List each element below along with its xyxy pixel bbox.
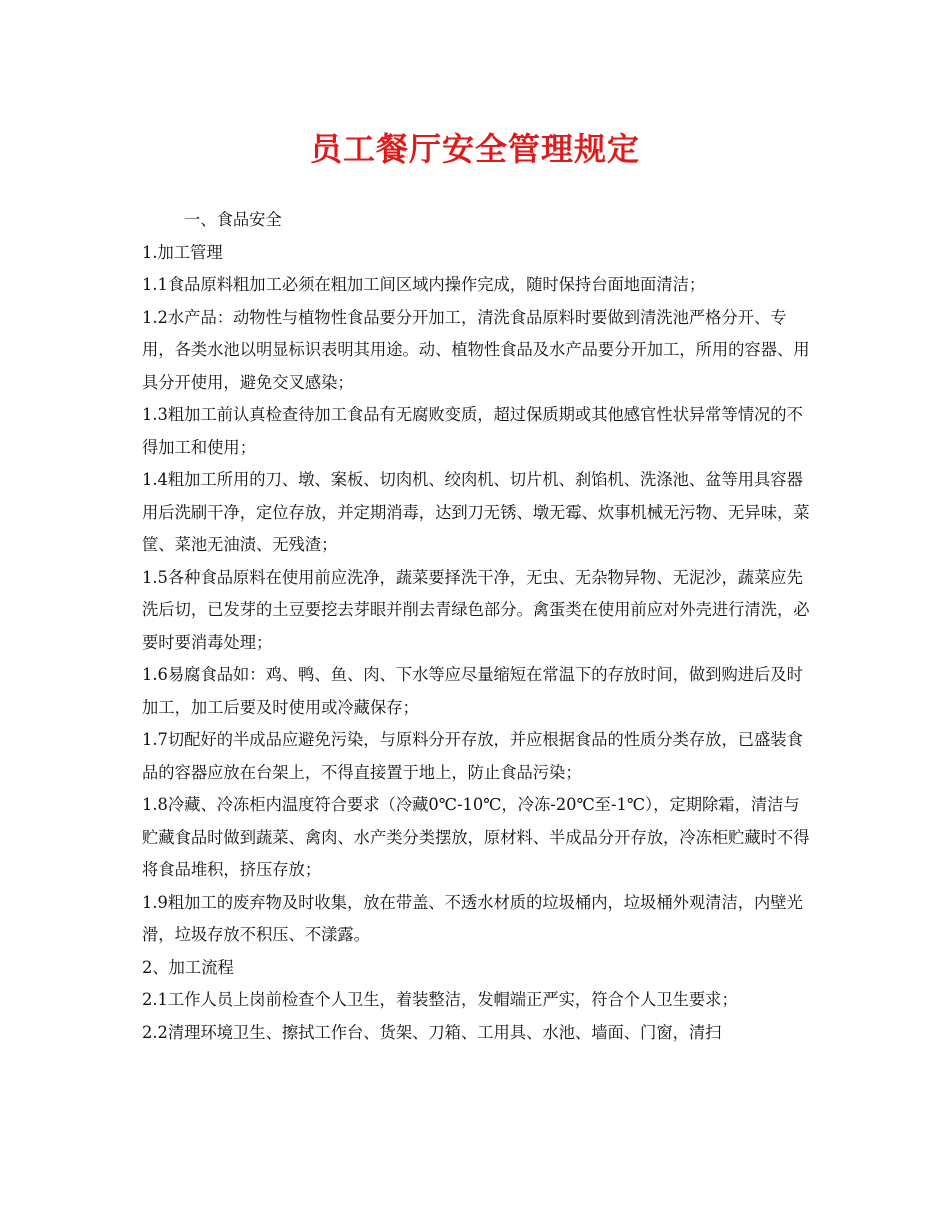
subsection-heading: 2、加工流程 (142, 957, 234, 977)
document-title: 员工餐厅安全管理规定 (309, 130, 640, 168)
paragraph: 1.3粗加工前认真检查待加工食品有无腐败变质，超过保质期或其他感官性状异常等情况的不得加工和使用； (142, 405, 803, 457)
paragraph: 1.7切配好的半成品应避免污染，与原料分开存放，并应根据食品的性质分类存放，已盛装食品的容器应放在台架上，不得直接置于地上，防止食品污染； (142, 730, 803, 782)
paragraph: 1.8冷藏、冷冻柜内温度符合要求（冷藏0℃-10℃，冷冻-20℃至-1℃），定期除霜，清洁与贮藏食品时做到蔬菜、禽肉、水产类分类摆放，原材料、半成品分开存放，冷冻柜贮藏时不得将食品堆积，挤压存放； (142, 795, 810, 879)
paragraph: 2.2清理环境卫生、擦拭工作台、货架、刀箱、工用具、水池、墙面、门窗，清扫 (142, 1022, 722, 1042)
document-body (142, 204, 814, 1049)
paragraph: 1.2水产品：动物性与植物性食品要分开加工，清洗食品原料时要做到清洗池严格分开、专用，各类水池以明显标识表明其用途。动、植物性食品及水产品要分开加工，所用的容器、用具分开使用，避免交叉感染； (142, 307, 810, 392)
paragraph: 1.4粗加工所用的刀、墩、案板、切肉机、绞肉机、切片机、刹馅机、洗涤池、盆等用具容器用后洗刷干净，定位存放，并定期消毒，达到刀无锈、墩无霉、炊事机械无污物、无异味，菜筐、菜池无油渍、无残渣； (142, 470, 810, 554)
subsection-heading: 1.加工管理 (142, 242, 223, 262)
paragraph: 2.1工作人员上岗前检查个人卫生，着装整洁，发帽端正严实，符合个人卫生要求； (142, 990, 738, 1009)
paragraph: 1.1食品原料粗加工必须在粗加工间区域内操作完成，随时保持台面地面清洁； (142, 275, 706, 294)
paragraph: 1.6易腐食品如：鸡、鸭、鱼、肉、下水等应尽量缩短在常温下的存放时间，做到购进后及时加工，加工后要及时使用或冷藏保存； (142, 665, 803, 717)
paragraph: 1.9粗加工的废弃物及时收集，放在带盖、不透水材质的垃圾桶内，垃圾桶外观清洁，内壁光滑，垃圾存放不积压、不漾露。 (142, 892, 803, 944)
section-heading: 一、食品安全 (184, 210, 282, 229)
paragraph: 1.5各种食品原料在使用前应洗净，蔬菜要择洗干净，无虫、无杂物异物、无泥沙，蔬菜应先洗后切，已发芽的土豆要挖去芽眼并削去青绿色部分。禽蛋类在使用前应对外壳进行清洗，必要时要消毒处理； (142, 567, 810, 652)
